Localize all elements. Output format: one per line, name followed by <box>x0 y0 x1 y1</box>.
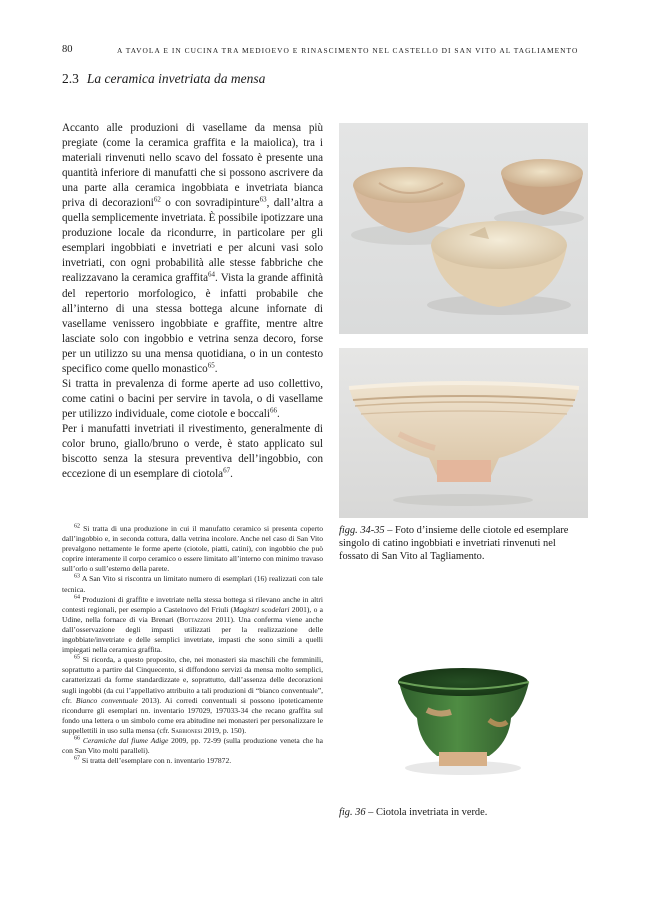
paragraph-1 <box>62 121 323 377</box>
green-bowl-illustration <box>339 590 588 800</box>
footnote-66 <box>62 736 323 756</box>
footnote-text: 2019, p. 150). <box>202 725 247 735</box>
footnote-text: Si tratta dell’esemplare con n. inventario 197872. <box>81 756 232 766</box>
caption-label: figg. 34-35 <box>339 525 385 536</box>
caption-text: – Foto d’insieme delle ciotole ed esemplare singolo di catino ingobbiati e invetriati rinvenuti nel fossato di San Vito al Tagliamento. <box>339 525 569 562</box>
footnote-65 <box>62 655 323 736</box>
footnote-number: 64 <box>74 594 80 601</box>
citation-title: Magistri scodelari <box>233 604 290 614</box>
running-title: A TAVOLA E IN CUCINA TRA MEDIOEVO E RINASCIMENTO NEL CASTELLO DI SAN VITO AL TAGLIAMENTO <box>117 46 579 55</box>
footnotes <box>62 524 323 766</box>
figure-caption-34-35 <box>339 525 579 563</box>
page-number: 80 <box>62 44 73 55</box>
footnote-67 <box>62 756 323 766</box>
citation-title: Bianco conventuale <box>75 695 138 705</box>
text-run: Si tratta in prevalenza di forme aperte ad uso collettivo, come catini o bacini per servire in tavola, o di vasellame per utilizzo individuale, come ciotole e boccali <box>62 377 323 420</box>
text-run: . <box>276 407 280 420</box>
text-run: . <box>230 468 233 481</box>
footnote-text: A San Vito si riscontra un limitato numero di esemplari (16) realizzati con tale tecnica. <box>62 574 323 594</box>
footnote-number: 62 <box>74 523 80 530</box>
footnote-text: 2009, pp. 72-99 (sulla produzione veneta che ha con San Vito molti paralleli). <box>62 735 324 756</box>
footnote-ref[interactable]: 62 <box>153 195 161 204</box>
text-run: . <box>214 362 218 375</box>
photo-bowls-group <box>339 123 588 334</box>
citation-author: Bottazzoni <box>179 614 213 624</box>
footnote-ref[interactable]: 67 <box>223 466 231 475</box>
footnote-number: 65 <box>74 654 80 661</box>
section-number: 2.3 <box>62 71 79 86</box>
photo-basin <box>339 348 588 518</box>
footnote-text: Si ricorda, a questo proposito, che, nei monasteri sia maschili che femminili, soprattutto a partire dal Cinquecento, si diffondono servizi da mensa molto semplici, caratterizzati da forme standardizzate e, soprattutto, dall’assenza delle decorazioni sugli ingobbi (da cui l’appellativo attribuito a tali produzioni di “bianco conventuale”, cfr. <box>62 655 323 705</box>
caption-text: – Ciotola invetriata in verde. <box>365 807 488 818</box>
text-run: Per i manufatti invetriati il rivestimento, generalmente di color bruno, giallo/bruno o verde, è stato applicato sul biscotto senza la stesura preventiva dell’ingobbio, con eccezione di un esemplare di ciotola <box>62 422 323 481</box>
photo-green-bowl <box>339 590 588 800</box>
footnote-text: 2001), o a Udine, nella fornace di via Brenari ( <box>62 604 323 624</box>
footnote-number: 67 <box>74 755 80 762</box>
footnote-number: 63 <box>74 573 80 580</box>
body-text <box>62 121 323 482</box>
footnote-ref[interactable]: 63 <box>259 195 267 204</box>
footnote-62 <box>62 524 323 574</box>
footnote-text: Si tratta di una produzione in cui il manufatto ceramico si presenta coperto dall’ingobbio e, in seconda cottura, dalla vetrina incolore. Anche nel caso di San Vito prevalgono nettamente le forme aperte (ciotole, piatti, catini), con ingobbio che può coprire interamente il corpo ceramico o essere limitato all’interno con minimo travaso sull’orlo o sull’esterno della parete. <box>62 524 323 574</box>
caption-label: fig. 36 <box>339 807 366 818</box>
figure-caption-36 <box>339 807 579 820</box>
text-run: . Vista la grande affinità del repertorio morfologico, è infatti probabile che all’interno di una stessa bottega alcune infornate di vasellame venissero ingobbiate e graffite, mentre altre lasciate solo con ingobbio e vetrina senza decoro, forse per un utilizzo su una mensa quotidiana, o in un contesto specifico come quello monastico <box>62 272 324 375</box>
footnote-ref[interactable]: 66 <box>269 406 277 415</box>
footnote-text: Produzioni di graffite e invetriate nella stessa bottega si rilevano anche in altri contesti regionali, per esempio a Castelnovo del Friuli ( <box>62 594 323 614</box>
bowls-illustration <box>339 123 588 334</box>
footnote-text: 2013). Ai corredi conventuali si possono ipoteticamente ricondurre gli esemplari nn. inventario 197029, 197033-34 che recano graffita sul fondo una lettera o un simbolo come era abitudine nei monasteri per personalizzare le suppellettili in uso sulla mensa (cfr. <box>62 695 323 735</box>
footnote-ref[interactable]: 65 <box>207 361 215 370</box>
section-heading <box>62 71 265 87</box>
footnote-text: 2011). Una conferma viene anche dall’osservazione degli impasti utilizzati per la realizzazione delle ingobbiate/invetriate e delle semplici invetriate, impasti che sono simili a quelli impiegati nella ceramica graffita. <box>62 614 323 655</box>
text-run: o con sovradipinture <box>160 197 260 210</box>
footnote-ref[interactable]: 64 <box>208 270 216 279</box>
footnote-number: 66 <box>74 735 80 742</box>
basin-illustration <box>339 348 588 518</box>
paragraph-3 <box>62 422 323 482</box>
citation-title: Ceramiche dal fiume Adige <box>82 735 169 745</box>
text-run: , dall’altra a quella semplicemente invetriata. È possibile ipotizzare una produzione locale da ricondurre, in particolare per gli esemplari ingobbiati e invetriati e per alcuni vasi solo invetriati, con ogni probabilità alle stesse fabbriche che realizzavano la ceramica graffita <box>62 197 324 285</box>
footnote-63 <box>62 574 323 594</box>
text-run: Accanto alle produzioni di vasellame da mensa più pregiate (come la ceramica graffita e la maiolica), tra i materiali rinvenuti nello scavo del fossato è presente una quantità inferiore di manufatti che si possono ascrivere da una parte alla ceramica ingobbiata e invetriata bianca priva di decorazioni <box>62 122 323 210</box>
paragraph-2 <box>62 377 323 422</box>
citation-author: Sabbionesi <box>171 725 203 735</box>
section-title: La ceramica invetriata da mensa <box>86 71 266 86</box>
footnote-64 <box>62 595 323 656</box>
